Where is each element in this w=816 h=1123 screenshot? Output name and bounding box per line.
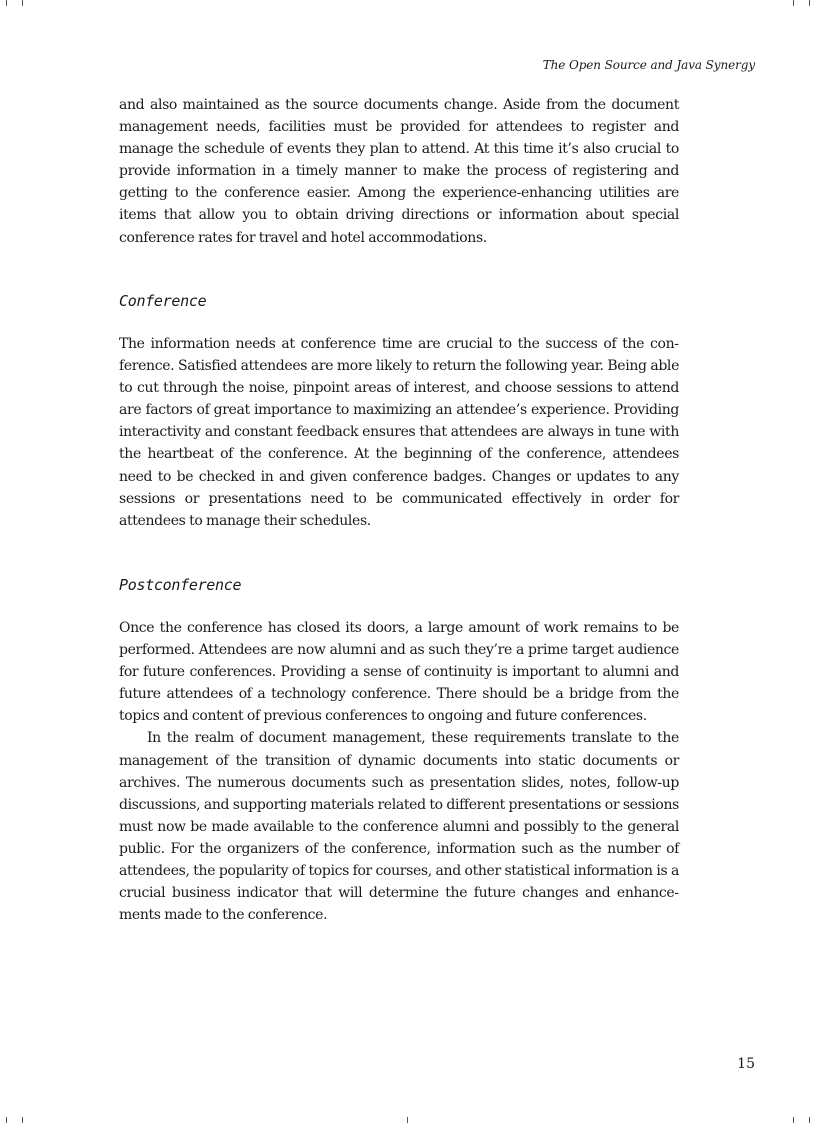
crop-mark bbox=[6, 0, 7, 6]
intro-paragraph: and also maintained as the source documents change. Aside from the document management needs, facilities must be provided for attendees to register and manage the schedule of events they plan to attend. At this time it’s also crucial to provide information in a timely manner to make the process of registering and getting to the conference easier. Among the experience-enhancing utilities are items that allow you to obtain driving directions or information about special conference rates for travel and hotel accommodations. bbox=[119, 97, 679, 246]
postconference-paragraph-2: In the realm of document management, these requirements translate to the management of the transition of dynamic documents into static documents or archives. The numerous documents such as presentation slides, notes, follow-up discussions, and supporting materials related to different presentations or sessions must now be made available to the conference alumni and possibly to the general public. For the organizers of the conference, information such as the number of attendees, the popularity of topics for courses, and other statistical information is a crucial business indicator that will determine the future changes and enhancements made to the conference. bbox=[119, 730, 679, 924]
crop-mark bbox=[809, 1117, 810, 1123]
crop-mark bbox=[6, 1117, 7, 1123]
conference-paragraph: The information needs at conference time are crucial to the success of the conference. Satisfied attendees are more likely to return the following year. Being able to cut through the noise, pinpoint areas of interest, and choose sessions to attend are factors of great importance to maximizing an attendee’s experience. Providing interactivity and constant feedback ensures that attendees are always in tune with the heartbeat of the conference. At the beginning of the conference, attendees need to be checked in and given conference badges. Changes or updates to any sessions or presentations need to be communicated effectively in order for attendees to manage their schedules. bbox=[119, 336, 679, 529]
section-heading-conference: Conference bbox=[119, 292, 207, 310]
conference-section bbox=[119, 333, 679, 532]
page-number: 15 bbox=[737, 1056, 755, 1072]
crop-mark bbox=[793, 1117, 794, 1123]
section-heading-postconference: Postconference bbox=[119, 576, 242, 594]
crop-mark bbox=[22, 1117, 23, 1123]
running-header: The Open Source and Java Synergy bbox=[542, 58, 755, 72]
crop-mark bbox=[22, 0, 23, 6]
postconference-paragraph-1: Once the conference has closed its doors, a large amount of work remains to be performed. Attendees are now alumni and as such they’re a prime target audience for future conferences. Providing a sense of continuity is important to alumni and future attendees of a technology conference. There should be a bridge from the topics and content of previous conferences to ongoing and future conferences. bbox=[119, 620, 679, 725]
crop-mark bbox=[793, 0, 794, 6]
crop-mark bbox=[407, 1117, 408, 1123]
postconference-section bbox=[119, 617, 679, 926]
intro-section bbox=[119, 94, 679, 249]
crop-mark bbox=[809, 0, 810, 6]
